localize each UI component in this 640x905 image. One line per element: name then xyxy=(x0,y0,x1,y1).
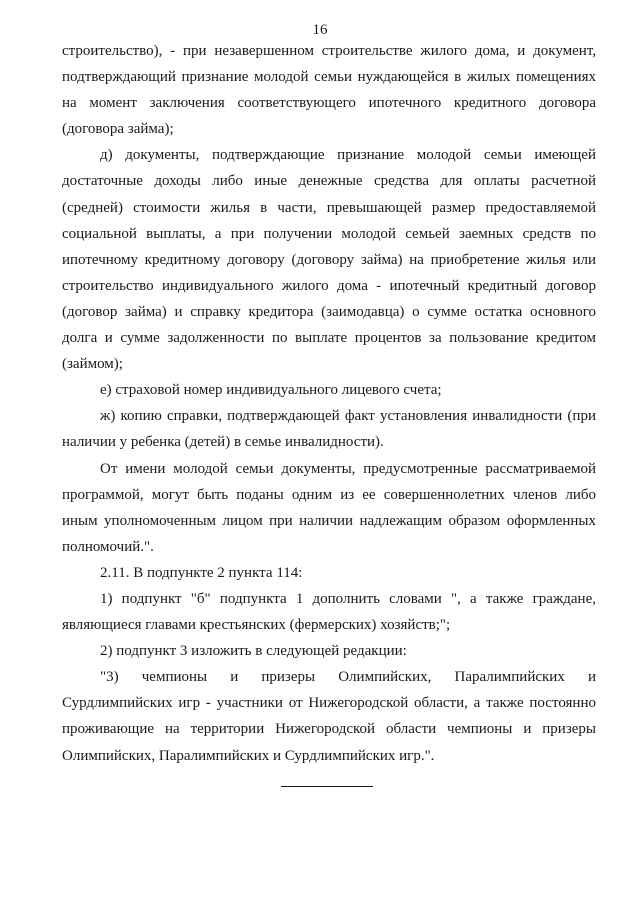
text-line: 2.11. В подпункте 2 пункта 114: xyxy=(100,564,303,581)
text-line: проживающие на территории Нижегородской области чемпионы и призеры xyxy=(62,721,596,738)
text-line: подтверждающий признание молодой семьи нуждающейся в жилых помещениях xyxy=(62,69,596,86)
text-line: наличии у ребенка (детей) в семье инвалидности). xyxy=(62,434,384,451)
body-text xyxy=(62,38,596,769)
page-number: 16 xyxy=(312,22,328,38)
text-line: строительство), - при незавершенном строительстве жилого дома, и документ, xyxy=(62,43,596,59)
text-line: (средней) стоимости жилья в части, превышающей размер предоставляемой xyxy=(62,199,596,216)
text-line: "3) чемпионы и призеры Олимпийских, Паралимпийских и xyxy=(100,669,596,686)
text-line: социальной выплаты, а при получении молодой семьей заемных средств по xyxy=(62,225,596,242)
text-line: являющиеся главами крестьянских (фермерских) хозяйств;"; xyxy=(62,617,451,634)
text-line: полномочий.". xyxy=(62,538,154,555)
text-line: строительство индивидуального жилого дома - ипотечный кредитный договор xyxy=(62,277,596,294)
text-line: Сурдлимпийских игр - участники от Нижегородской области, а также постоянно xyxy=(62,695,596,712)
text-line: (договор займа) и справку кредитора (заимодавца) о сумме остатка основного xyxy=(62,303,596,320)
separator-line xyxy=(281,786,373,787)
text-line: долга и сумме задолженности по выплате процентов за пользование кредитом xyxy=(62,330,596,347)
text-line: достаточные доходы либо иные денежные средства для оплаты расчетной xyxy=(62,173,596,190)
text-line: (займом); xyxy=(62,356,123,373)
text-line: От имени молодой семьи документы, предусмотренные рассматриваемой xyxy=(100,460,596,477)
text-line: (договора займа); xyxy=(62,121,174,138)
text-line: 2) подпункт 3 изложить в следующей редакции: xyxy=(100,643,407,660)
text-line: программой, могут быть поданы одним из ее совершеннолетних членов либо xyxy=(62,486,596,503)
text-line: д) документы, подтверждающие признание молодой семьи имеющей xyxy=(100,147,596,164)
text-line: е) страховой номер индивидуального лицевого счета; xyxy=(100,382,442,399)
text-line: на момент заключения соответствующего ипотечного кредитного договора xyxy=(62,95,596,112)
text-line: 1) подпункт "б" подпункта 1 дополнить словами ", а также граждане, xyxy=(100,590,596,607)
text-line: Олимпийских, Паралимпийских и Сурдлимпийских игр.". xyxy=(62,747,435,764)
text-line: иным уполномоченным лицом при наличии надлежащим образом оформленных xyxy=(62,512,596,529)
text-line: ипотечному кредитному договору (договору займа) на приобретение жилья или xyxy=(62,251,596,268)
text-line: ж) копию справки, подтверждающей факт установления инвалидности (при xyxy=(100,408,596,425)
